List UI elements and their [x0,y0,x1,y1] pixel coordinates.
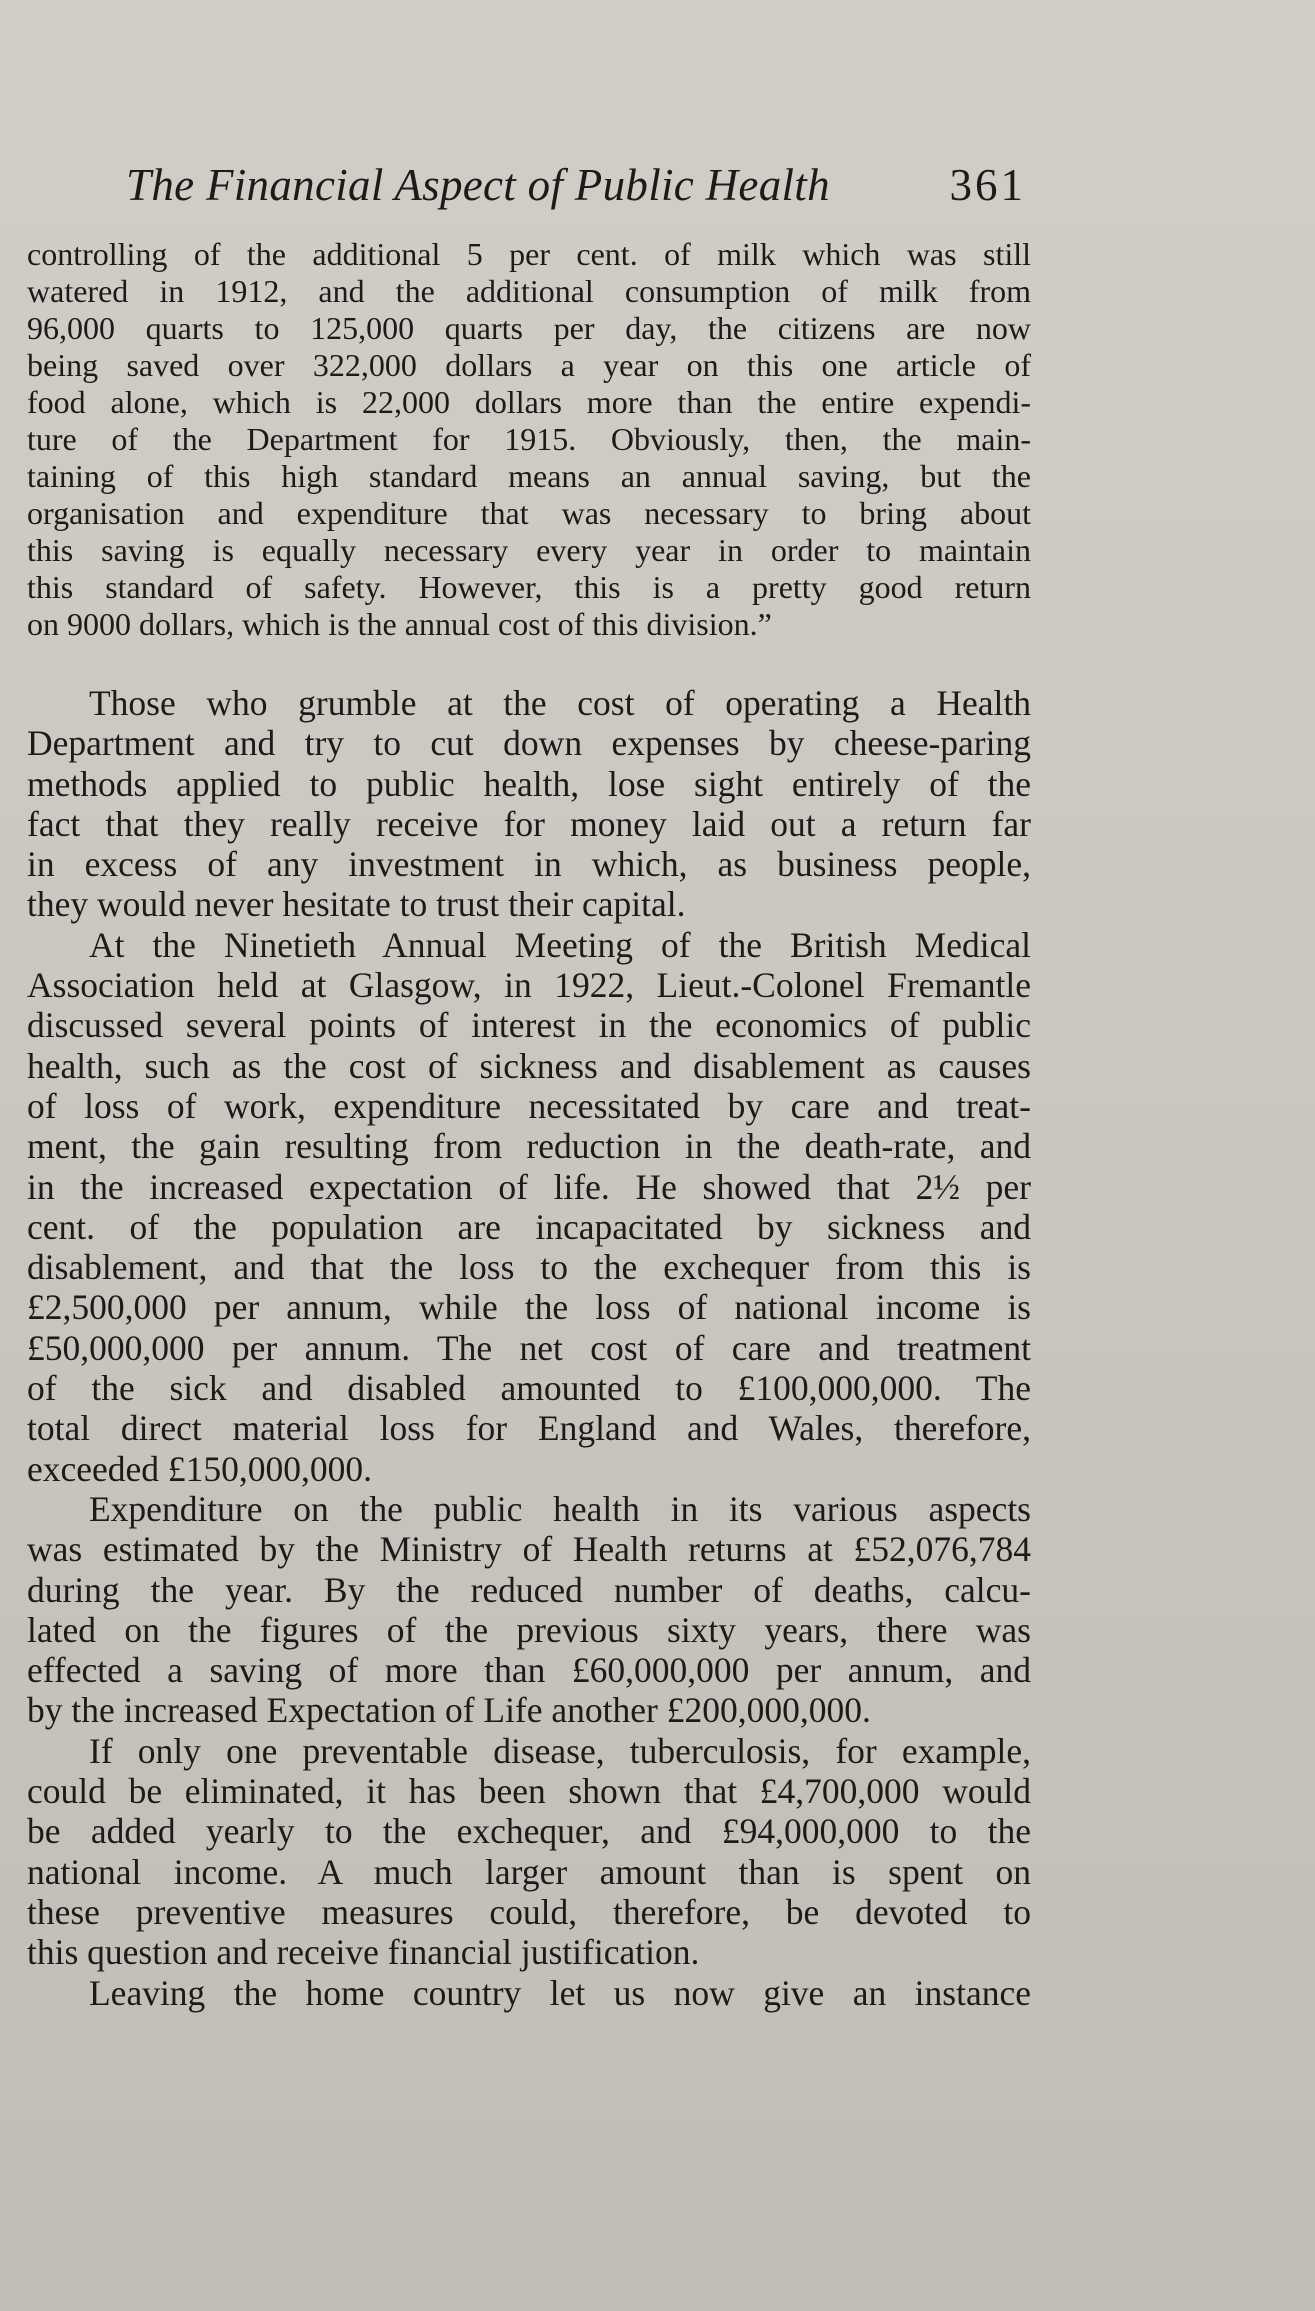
text-line: of the sick and disabled amounted to £100,000,000. The [27,1368,1031,1409]
paragraph [27,1489,1031,1731]
text-line: of loss of work, expenditure necessitated by care and treat- [27,1085,1031,1126]
text-line: health, such as the cost of sickness and disablement as causes [27,1045,1031,1086]
running-head [120,152,1026,222]
text-line: these preventive measures could, therefore, be devoted to [27,1891,1031,1932]
text-line: was estimated by the Ministry of Health returns at £52,076,784 [27,1529,1031,1570]
text-line: total direct material loss for England and Wales, therefore, [27,1408,1031,1449]
text-line: Association held at Glasgow, in 1922, Lieut.-Colonel Fremantle [27,965,1031,1006]
text-line: exceeded £150,000,000. [27,1448,373,1489]
text-line: cent. of the population are incapacitated by sickness and [27,1206,1031,1247]
text-line: methods applied to public health, lose sight entirely of the [27,763,1031,804]
paragraph [27,1973,1031,2013]
text-line: £50,000,000 per annum. The net cost of care and treatment [27,1327,1031,1368]
text-line: could be eliminated, it has been shown that £4,700,000 would [27,1771,1031,1812]
text-line: Leaving the home country let us now give an instance [89,1972,1031,2013]
text-line: organisation and expenditure that was necessary to bring about [27,495,1031,531]
text-line: watered in 1912, and the additional consumption of milk from [27,273,1031,309]
text-line: on 9000 dollars, which is the annual cost of this division.” [27,606,772,642]
text-line: be added yearly to the exchequer, and £94,000,000 to the [27,1811,1031,1852]
paragraph [27,925,1031,1489]
text-line: they would never hesitate to trust their capital. [27,884,686,925]
text-line: lated on the figures of the previous sixty years, there was [27,1609,1031,1650]
text-line: in the increased expectation of life. He showed that 2½ per [27,1166,1031,1207]
running-title: The Financial Aspect of Public Health [126,160,830,210]
text-line: by the increased Expectation of Life another £200,000,000. [27,1690,871,1731]
body-text [27,683,1031,2013]
text-line: If only one preventable disease, tuberculosis, for example, [89,1730,1031,1771]
text-line: this standard of safety. However, this is a pretty good return [27,569,1031,605]
text-line: ment, the gain resulting from reduction in the death-rate, and [27,1126,1031,1167]
text-line: this saving is equally necessary every year in order to maintain [27,532,1031,568]
text-line: At the Ninetieth Annual Meeting of the British Medical [89,924,1031,965]
text-line: national income. A much larger amount than is spent on [27,1851,1031,1892]
text-line: 96,000 quarts to 125,000 quarts per day, the citizens are now [27,310,1031,346]
text-line: Department and try to cut down expenses by cheese-paring [27,723,1031,764]
text-line: Expenditure on the public health in its various aspects [89,1488,1031,1529]
text-line: in excess of any investment in which, as business people, [27,844,1031,885]
text-line: discussed several points of interest in the economics of public [27,1005,1031,1046]
text-line: during the year. By the reduced number of deaths, calcu- [27,1569,1031,1610]
quoted-passage [27,236,1031,643]
text-line: ture of the Department for 1915. Obviously, then, the main- [27,421,1031,457]
page-number: 361 [949,160,1026,210]
text-line: being saved over 322,000 dollars a year on this one article of [27,347,1031,383]
text-line: fact that they really receive for money laid out a return far [27,803,1031,844]
text-line: Those who grumble at the cost of operating a Health [89,683,1031,723]
paragraph [27,1731,1031,1973]
text-line: this question and receive financial justification. [27,1932,700,1973]
text-line: effected a saving of more than £60,000,000 per annum, and [27,1650,1031,1691]
paragraph [27,683,1031,925]
text-line: disablement, and that the loss to the exchequer from this is [27,1247,1031,1288]
text-line: food alone, which is 22,000 dollars more than the entire expendi- [27,384,1031,420]
text-line: controlling of the additional 5 per cent. of milk which was still [27,236,1031,272]
text-line: £2,500,000 per annum, while the loss of national income is [27,1287,1031,1328]
text-line: taining of this high standard means an annual saving, but the [27,458,1031,494]
